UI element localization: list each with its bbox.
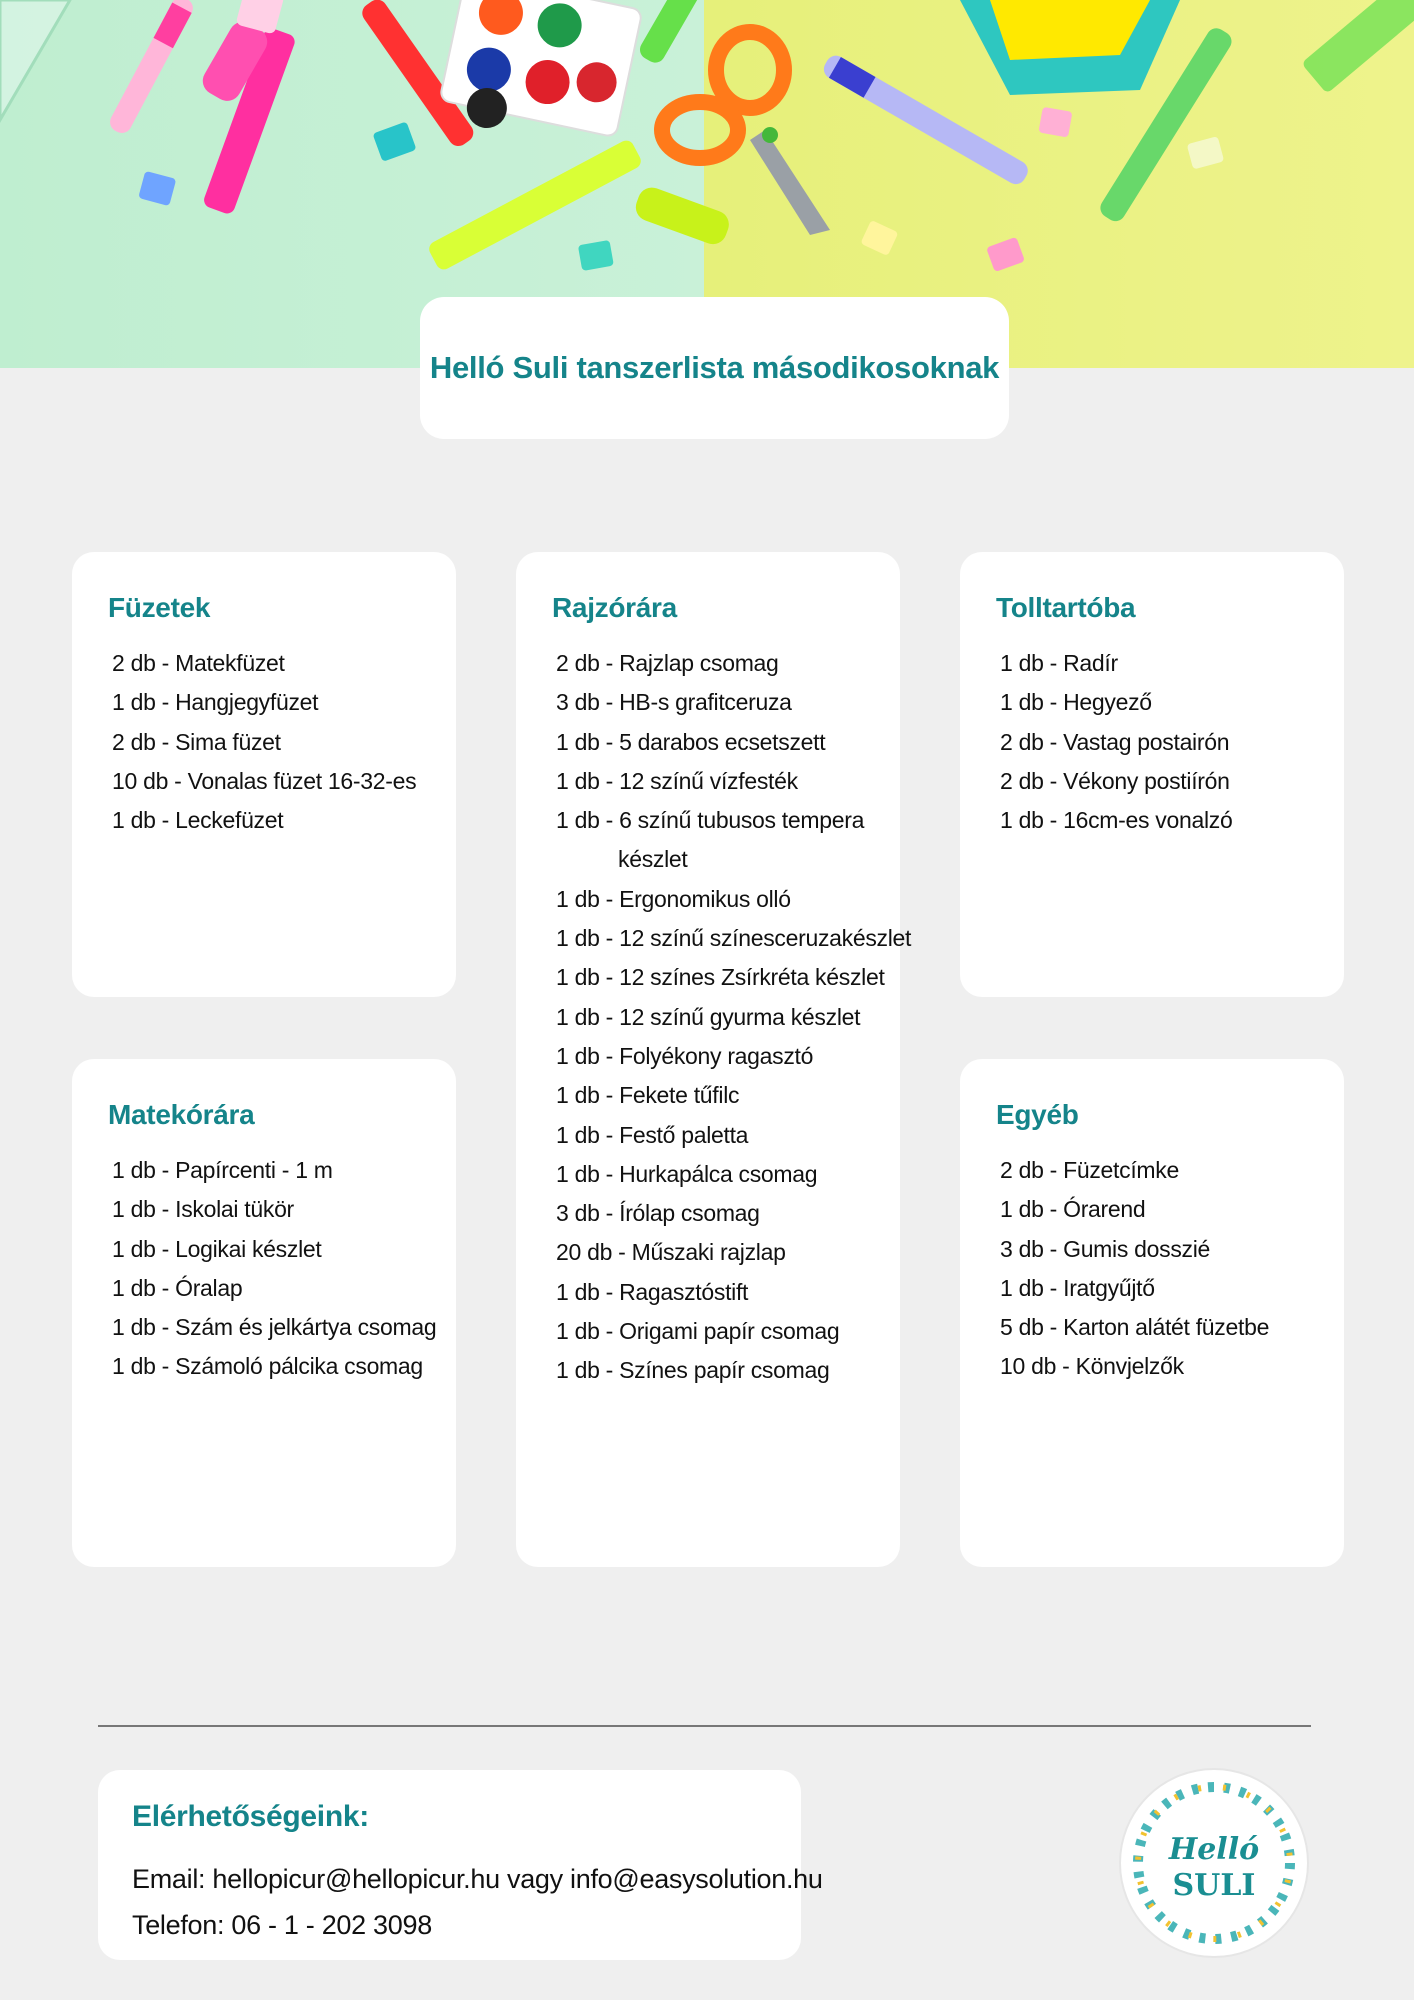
list-item: 1 db - Iratgyűjtő [1000,1274,1155,1301]
list-item: 2 db - Füzetcímke [1000,1157,1179,1183]
contact-phone: Telefon: 06 - 1 - 202 3098 [132,1910,432,1940]
list-item: 1 db - Számoló pálcika csomag [112,1353,423,1380]
list-item: 1 db - Szám és jelkártya csomag [112,1314,437,1341]
list-item: 1 db - Óralap [112,1274,243,1301]
list-item: 3 db - Gumis dosszié [1000,1235,1211,1262]
list-item: 3 db - Írólap csomag [556,1200,760,1227]
list-item: 5 db - Karton alátét füzetbe [1000,1314,1270,1341]
footer-divider [98,1725,1311,1727]
list-item: 1 db - Leckefüzet [112,807,284,834]
list-item: 10 db - Vonalas füzet 16-32-es [112,767,417,794]
list-item: 1 db - Hangjegyfüzet [112,689,319,716]
card-title: Egyéb [996,1099,1079,1130]
list-item: 1 db - Hurkapálca csomag [556,1160,818,1187]
card-title: Füzetek [108,592,211,623]
title-card [420,297,1009,439]
list-item: 2 db - Vastag postairón [1000,728,1230,755]
hello-suli-logo [1118,1767,1310,1959]
list-item: 1 db - 6 színű tubusos tempera készlet [556,807,865,873]
contact-title: Elérhetőségeink: [132,1800,369,1833]
list-item: 1 db - Órarend [1000,1196,1146,1223]
card-title: Tolltartóba [996,592,1136,623]
item-list [552,644,912,1391]
list-item: 1 db - Papírcenti - 1 m [112,1157,333,1183]
list-item: 2 db - Vékony postiírón [1000,767,1230,794]
item-list [108,644,456,840]
item-list [996,644,1344,840]
list-item: 1 db - Ergonomikus olló [556,885,791,912]
list-item: 1 db - 12 színű színesceruzakészlet [556,925,912,952]
list-item: 1 db - 12 színű vízfesték [556,767,798,794]
list-item: 1 db - Logikai készlet [112,1235,322,1262]
list-item: 1 db - Folyékony ragasztó [556,1042,814,1069]
item-list [996,1151,1344,1387]
list-item: 1 db - 16cm-es vonalzó [1000,807,1233,834]
list-item: 2 db - Matekfüzet [112,650,285,676]
list-item: 1 db - Origami papír csomag [556,1318,840,1345]
list-item: 1 db - Iskolai tükör [112,1196,294,1223]
list-item: 10 db - Könvjelzők [1000,1353,1184,1380]
card-title: Rajzórára [552,592,677,623]
list-item: 1 db - 5 darabos ecsetszett [556,728,826,755]
list-item: 1 db - Radír [1000,650,1118,676]
binder-clip [372,121,416,162]
list-item: 2 db - Sima füzet [112,728,281,755]
list-item: 1 db - Színes papír csomag [556,1357,830,1384]
card-title: Matekórára [108,1099,255,1130]
list-item: 1 db - 12 színes Zsírkréta készlet [556,964,885,991]
contact-card [98,1770,823,1960]
logo-text-hello: Helló [1168,1832,1260,1867]
card-matekorara [72,1059,456,1567]
list-item: 3 db - HB-s grafitceruza [556,689,792,716]
list-item: 2 db - Rajzlap csomag [556,650,779,676]
list-item: 1 db - Hegyező [1000,689,1152,716]
list-item: 1 db - Fekete tűfilc [556,1082,740,1109]
page-title: Helló Suli tanszerlista másodikosoknak [429,350,1000,385]
list-item: 20 db - Műszaki rajzlap [556,1239,786,1266]
card-rajzorara [516,552,912,1567]
item-list [108,1151,456,1387]
list-item: 1 db - Festő paletta [556,1121,749,1148]
card-egyeb [960,1059,1344,1567]
logo-text-suli: SULI [1172,1868,1256,1903]
list-item: 1 db - 12 színű gyurma készlet [556,1003,861,1030]
card-tolltartoba [960,552,1344,997]
list-item: 1 db - Ragasztóstift [556,1278,749,1305]
card-fuzetek [72,552,456,997]
contact-email: Email: hellopicur@hellopicur.hu vagy info@easysolution.hu [132,1864,823,1894]
